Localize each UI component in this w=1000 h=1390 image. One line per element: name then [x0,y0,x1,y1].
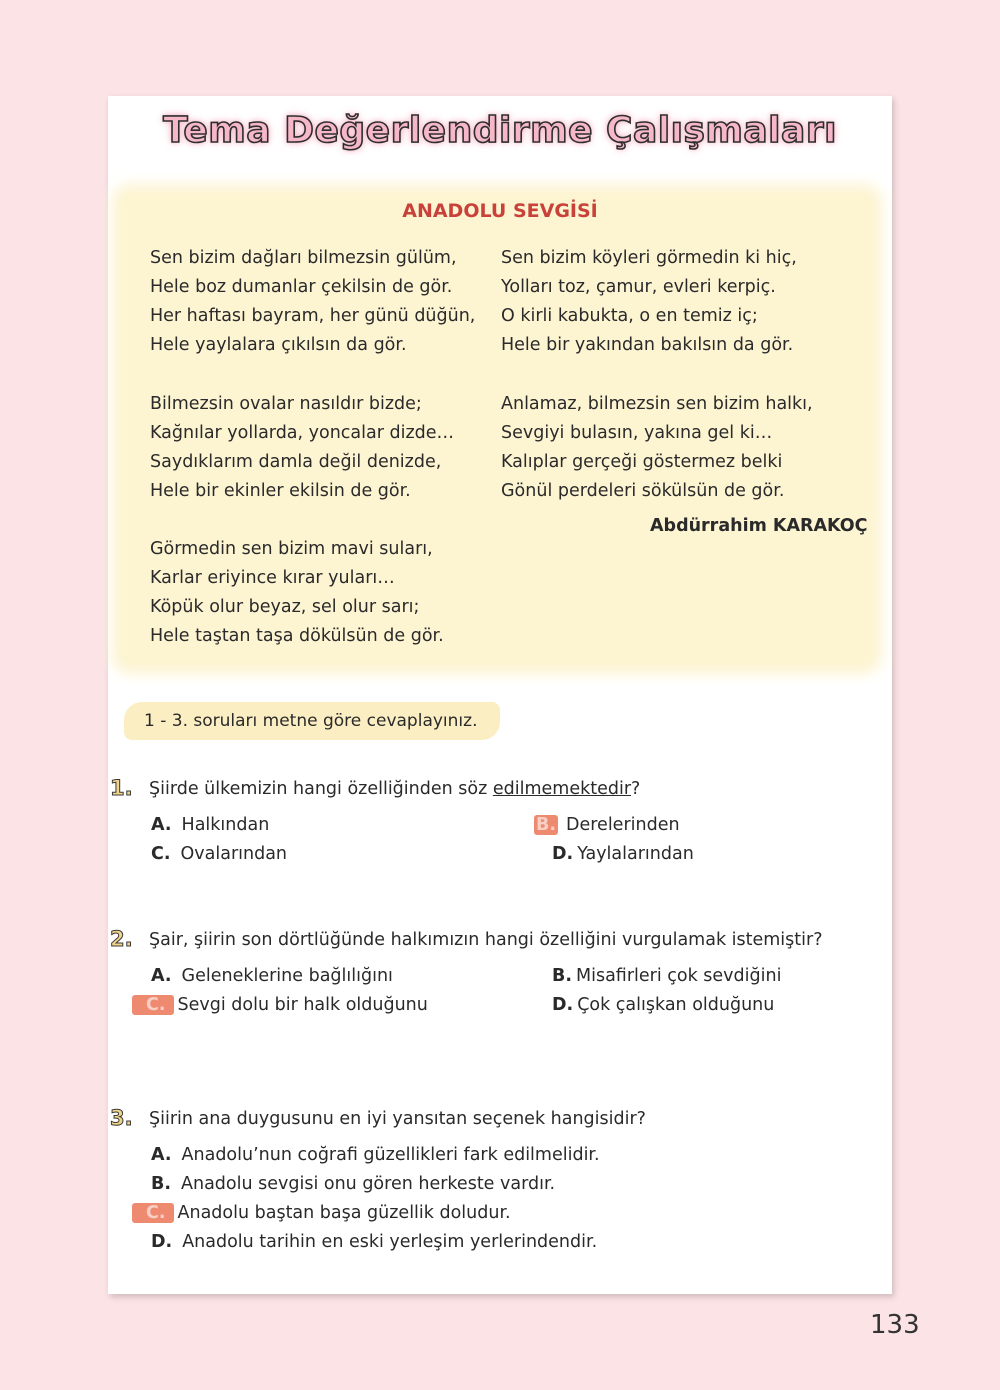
question-3-option-d[interactable] [149,1232,597,1252]
option-letter: D. [151,1232,173,1252]
poem-author: Abdürrahim KARAKOÇ [650,516,868,536]
question-2-number: 2. [110,927,133,951]
poem-line: Sen bizim dağları bilmezsin gülüm, [150,248,457,268]
option-letter-marked: C. [132,995,174,1015]
worksheet-page [108,96,892,1294]
option-letter: B. [151,1174,171,1194]
question-3-text: Şiirin ana duygusunu en iyi yansıtan seçenek hangisidir? [149,1109,646,1129]
question-2-option-c[interactable] [132,995,428,1015]
poem-line: Köpük olur beyaz, sel olur sarı; [150,597,420,617]
question-3-option-c[interactable] [132,1203,511,1223]
option-text: Misafirleri çok sevdiğini [576,966,782,986]
poem-line: Hele bir yakından bakılsın da gör. [501,335,794,355]
poem-line: Bilmezsin ovalar nasıldır bizde; [150,394,422,414]
option-text: Yaylalarından [577,844,694,864]
option-letter-marked: B. [536,815,556,835]
question-1-text-underlined: edilmemektedir [492,779,632,799]
question-1-text-start: Şiirde ülkemizin hangi özelliğinden söz [149,779,493,799]
question-1-option-a[interactable] [149,815,269,835]
option-text: Anadolu tarihin en eski yerleşim yerlerindendir. [182,1232,598,1252]
poem-stanza-3 [150,535,490,651]
poem-line: Sevgiyi bulasın, yakına gel ki… [501,423,773,443]
option-letter: A. [151,1145,172,1165]
poem-line: Karlar eriyince kırar yuları… [150,568,395,588]
option-text: Geleneklerine bağlılığını [181,966,393,986]
option-text: Ovalarından [180,844,288,864]
poem-line: Sen bizim köyleri görmedin ki hiç, [501,248,797,268]
question-1-text-end: ? [631,779,641,799]
poem-stanza-2 [150,390,490,506]
poem-stanza-5 [501,390,841,506]
page-title: Tema Değerlendirme Çalışmaları [163,110,837,151]
poem-line: Görmedin sen bizim mavi suları, [150,539,433,559]
poem-line: Her haftası bayram, her günü düğün, [150,306,476,326]
poem-line: Hele bir ekinler ekilsin de gör. [150,481,411,501]
option-letter-marked: C. [132,1203,174,1223]
option-text: Sevgi dolu bir halk olduğunu [177,995,428,1015]
option-text: Anadolu baştan başa güzellik doludur. [177,1203,511,1223]
question-2-option-d[interactable] [550,995,774,1015]
question-1-option-c[interactable] [149,844,287,864]
poem-line: Kağnılar yollarda, yoncalar dizde… [150,423,455,443]
poem-line: Yolları toz, çamur, evleri kerpiç. [501,277,776,297]
instruction-banner: 1 - 3. soruları metne göre cevaplayınız. [124,702,500,740]
question-1-option-d[interactable] [550,844,694,864]
question-1-text [149,779,640,799]
poem-line: Kalıplar gerçeği göstermez belki [501,452,783,472]
poem-line: Anlamaz, bilmezsin sen bizim halkı, [501,394,813,414]
question-2-option-b[interactable] [550,966,781,986]
option-letter: C. [151,844,171,864]
option-letter: A. [151,815,172,835]
poem-line: Saydıklarım damla değil denizde, [150,452,442,472]
page-number: 133 [870,1310,920,1340]
poem-line: Hele boz dumanlar çekilsin de gör. [150,277,453,297]
option-text: Derelerinden [566,815,680,835]
question-1-option-b[interactable] [534,815,680,835]
option-letter: B. [552,966,572,986]
poem-stanza-1 [150,244,490,360]
question-2-text: Şair, şiirin son dörtlüğünde halkımızın hangi özelliğini vurgulamak istemiştir? [149,930,823,950]
option-letter: A. [151,966,172,986]
option-text: Anadolu sevgisi onu gören herkeste vardır. [181,1174,556,1194]
question-2-option-a[interactable] [149,966,393,986]
option-text: Anadolu’nun coğrafi güzellikleri fark edilmelidir. [181,1145,600,1165]
option-letter: D. [552,844,574,864]
poem-title: ANADOLU SEVGİSİ [402,200,598,222]
question-1-number: 1. [110,776,133,800]
question-3-option-b[interactable] [149,1174,555,1194]
question-3-option-a[interactable] [149,1145,600,1165]
poem-stanza-4 [501,244,841,360]
question-3-number: 3. [110,1106,133,1130]
option-text: Çok çalışkan olduğunu [577,995,775,1015]
poem-line: Hele taştan taşa dökülsün de gör. [150,626,444,646]
option-letter: D. [552,995,574,1015]
poem-line: Hele yaylalara çıkılsın da gör. [150,335,407,355]
poem-line: Gönül perdeleri sökülsün de gör. [501,481,785,501]
poem-line: O kirli kabukta, o en temiz iç; [501,306,758,326]
option-text: Halkından [181,815,270,835]
